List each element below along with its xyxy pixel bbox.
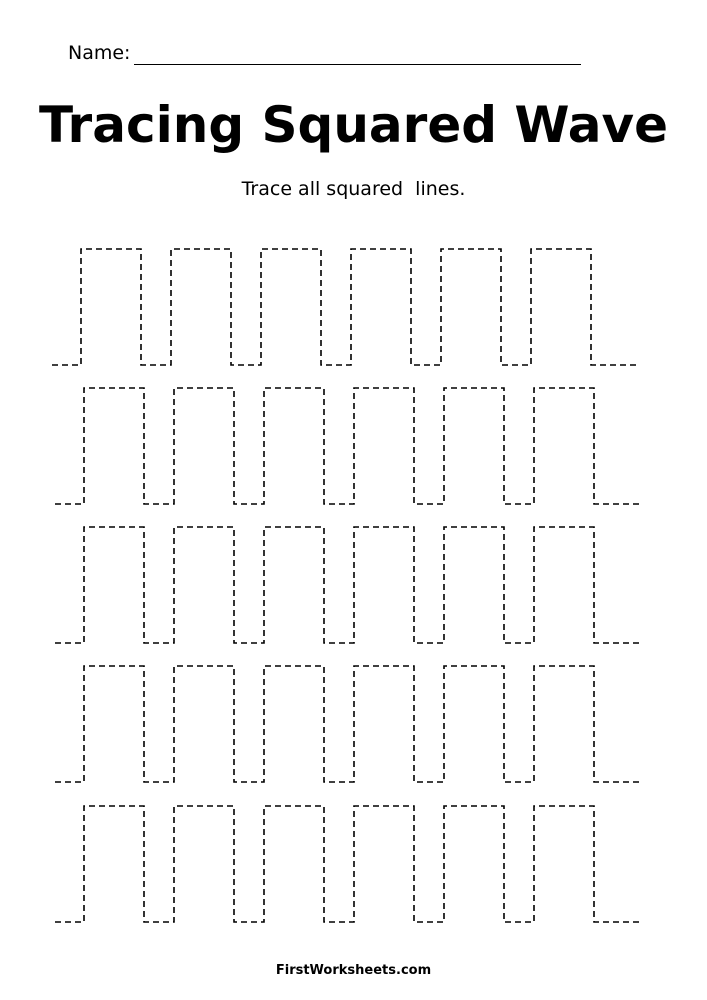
squared-wave-row-1[interactable] — [52, 249, 638, 365]
squared-wave-row-5[interactable] — [55, 806, 641, 922]
instructions-text: Trace all squared lines. — [241, 178, 466, 200]
footer-brand: FirstWorksheets.com — [275, 963, 432, 978]
squared-wave-row-4[interactable] — [55, 666, 641, 782]
page-title: Tracing Squared Wave — [38, 96, 669, 154]
squared-wave-row-2[interactable] — [55, 388, 641, 504]
name-label: Name: — [68, 42, 131, 64]
squared-wave-row-3[interactable] — [55, 527, 641, 643]
